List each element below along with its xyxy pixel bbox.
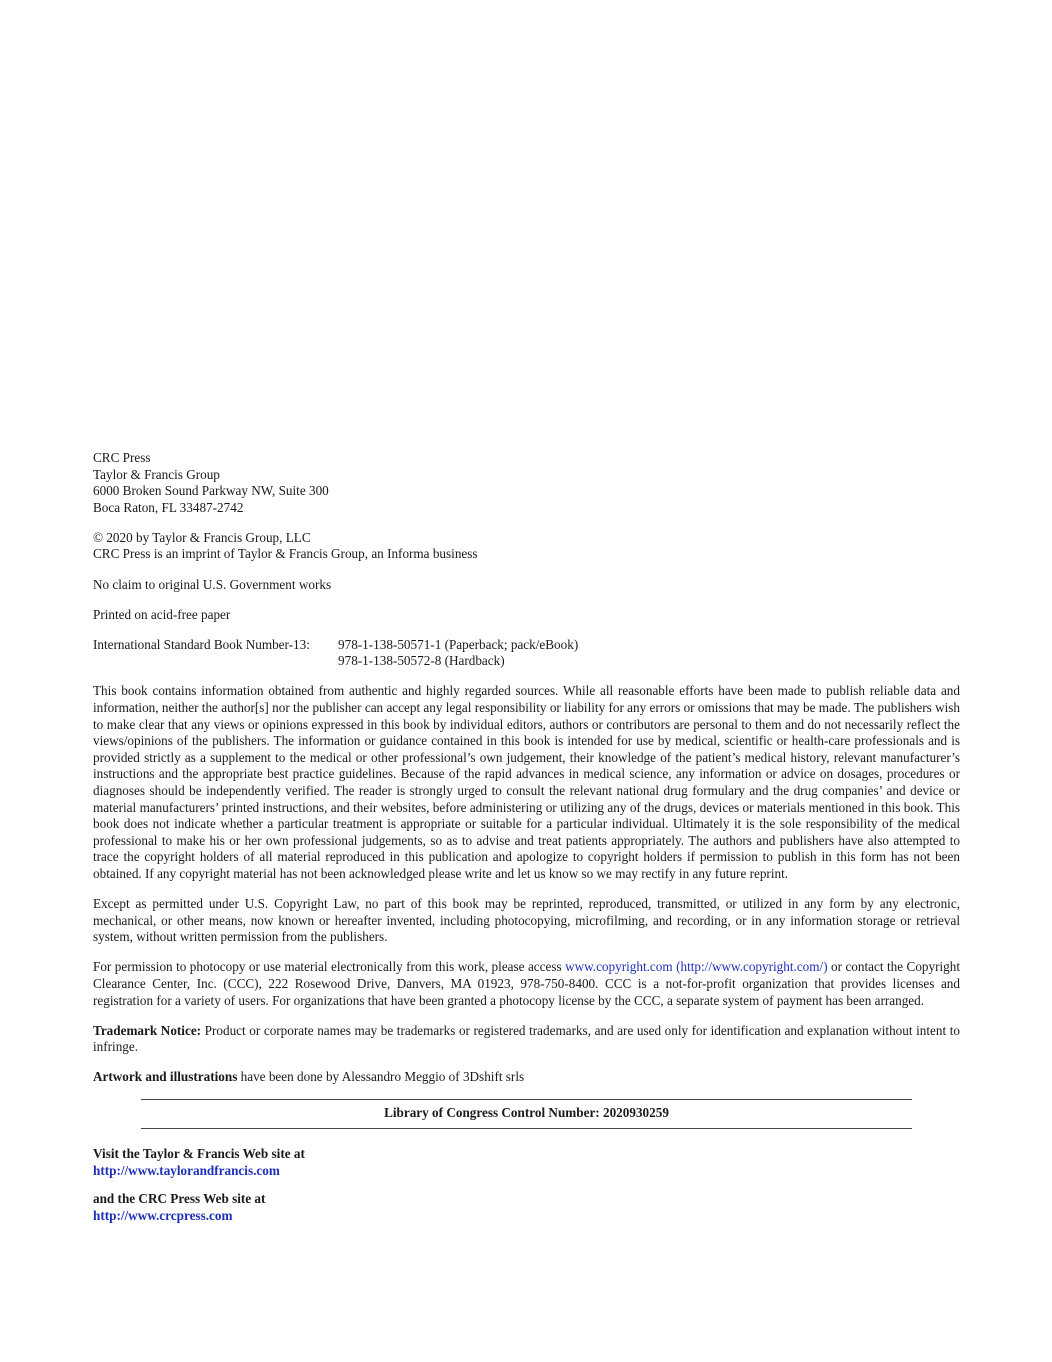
copyright-com-url-link[interactable]: (http://www.copyright.com/) bbox=[676, 959, 828, 975]
trademark-label: Trademark Notice: bbox=[93, 1022, 202, 1038]
artwork-text: have been done by Alessandro Meggio of 3Dshift srls bbox=[237, 1069, 525, 1085]
imprint-line: CRC Press is an imprint of Taylor & Francis Group, an Informa business bbox=[93, 546, 478, 562]
trademark-text: Product or corporate names may be trademarks or registered trademarks, and are used only for identification and explanation without intent to infringe. bbox=[93, 1022, 960, 1055]
permission-text-rest: or contact the Copyright Clearance Center, Inc. (CCC), 222 Rosewood Drive, Danvers, MA 01923, 978-750-8400. CCC is a not-for-profit organization that provides licenses and registration for a variety of users. For organizations that have been granted a photocopy license by the CCC, a separate system of payment has been arranged. bbox=[93, 959, 961, 1008]
copyright-page bbox=[93, 450, 960, 1236]
paper-note: Printed on acid-free paper bbox=[93, 606, 231, 622]
permission-text: For permission to photocopy or use material electronically from this work, please access bbox=[93, 959, 566, 975]
tf-site-link[interactable]: http://www.taylorandfrancis.com bbox=[93, 1162, 280, 1178]
copyright-com-link[interactable]: www.copyright.com bbox=[565, 959, 673, 975]
address-line: Taylor & Francis Group bbox=[93, 466, 220, 482]
isbn-hardback: 978-1-138-50572-8 (Hardback) bbox=[338, 653, 505, 669]
artwork-credit bbox=[93, 1069, 960, 1086]
crc-site-link[interactable]: http://www.crcpress.com bbox=[93, 1207, 233, 1223]
taylor-francis-website bbox=[93, 1146, 960, 1179]
copyright-line: © 2020 by Taylor & Francis Group, LLC bbox=[93, 529, 311, 545]
isbn-spacer bbox=[93, 653, 338, 670]
crc-site-label: and the CRC Press Web site at bbox=[93, 1191, 266, 1207]
address-line: Boca Raton, FL 33487-2742 bbox=[93, 499, 244, 515]
government-works-note: No claim to original U.S. Government works bbox=[93, 576, 332, 592]
address-line: CRC Press bbox=[93, 450, 151, 465]
trademark-notice bbox=[93, 1023, 960, 1056]
lccn-box: Library of Congress Control Number: 2020930259 bbox=[141, 1099, 912, 1129]
crc-press-website bbox=[93, 1191, 960, 1224]
isbn-paperback: 978-1-138-50571-1 (Paperback; pack/eBook) bbox=[338, 636, 579, 652]
disclaimer-paragraph: This book contains information obtained from authentic and highly regarded sources. While all reasonable efforts have been made to publish reliable data and information, neither the author[s] nor the publisher can accept any legal responsibility or liability for any errors or omissions that may be made. The publishers wish to make clear that any views or opinions expressed in this book by individual editors, authors or contributors are personal to them and do not necessarily reflect the views/opinions of the publishers. The information or guidance contained in this book is intended for use by medical, scientific or health-care professionals and is provided strictly as a supplement to the medical or other professional’s own judgement, their knowledge of the patient’s medical history, relevant manufacturer’s instructions and the appropriate best practice guidelines. Because of the rapid advances in medical science, any information or advice on dosages, procedures or diagnoses should be independently verified. The reader is strongly urged to consult the relevant national drug formulary and the drug companies’ and device or material manufacturers’ printed instructions, and their websites, before administering or utilizing any of the drugs, devices or materials mentioned in this book. This book does not indicate whether a particular treatment is appropriate or suitable for a particular individual. Ultimately it is the sole responsibility of the medical professional to make his or her own professional judgements, so as to advise and treat patients appropriately. The authors and publishers have also attempted to trace the copyright holders of all material reproduced in this publication and apologize to copyright holders if permission to publish in this form has not been obtained. If any copyright material has not been acknowledged please write and let us know so we may rectify in any future reprint. bbox=[93, 683, 960, 881]
copyright-notice bbox=[93, 530, 960, 563]
copyright-law-paragraph: Except as permitted under U.S. Copyright Law, no part of this book may be reprinted, reproduced, transmitted, or utilized in any form by any electronic, mechanical, or other means, now known or hereafter invented, including photocopying, microfilming, and recording, or in any information storage or retrieval system, without written permission from the publishers. bbox=[93, 896, 960, 945]
isbn-label: International Standard Book Number-13: bbox=[93, 636, 310, 652]
publisher-address bbox=[93, 450, 960, 516]
permission-paragraph bbox=[93, 959, 960, 1009]
address-line: 6000 Broken Sound Parkway NW, Suite 300 bbox=[93, 483, 329, 499]
artwork-label: Artwork and illustrations bbox=[93, 1069, 238, 1085]
isbn-block bbox=[93, 637, 960, 670]
tf-site-label: Visit the Taylor & Francis Web site at bbox=[93, 1146, 305, 1161]
